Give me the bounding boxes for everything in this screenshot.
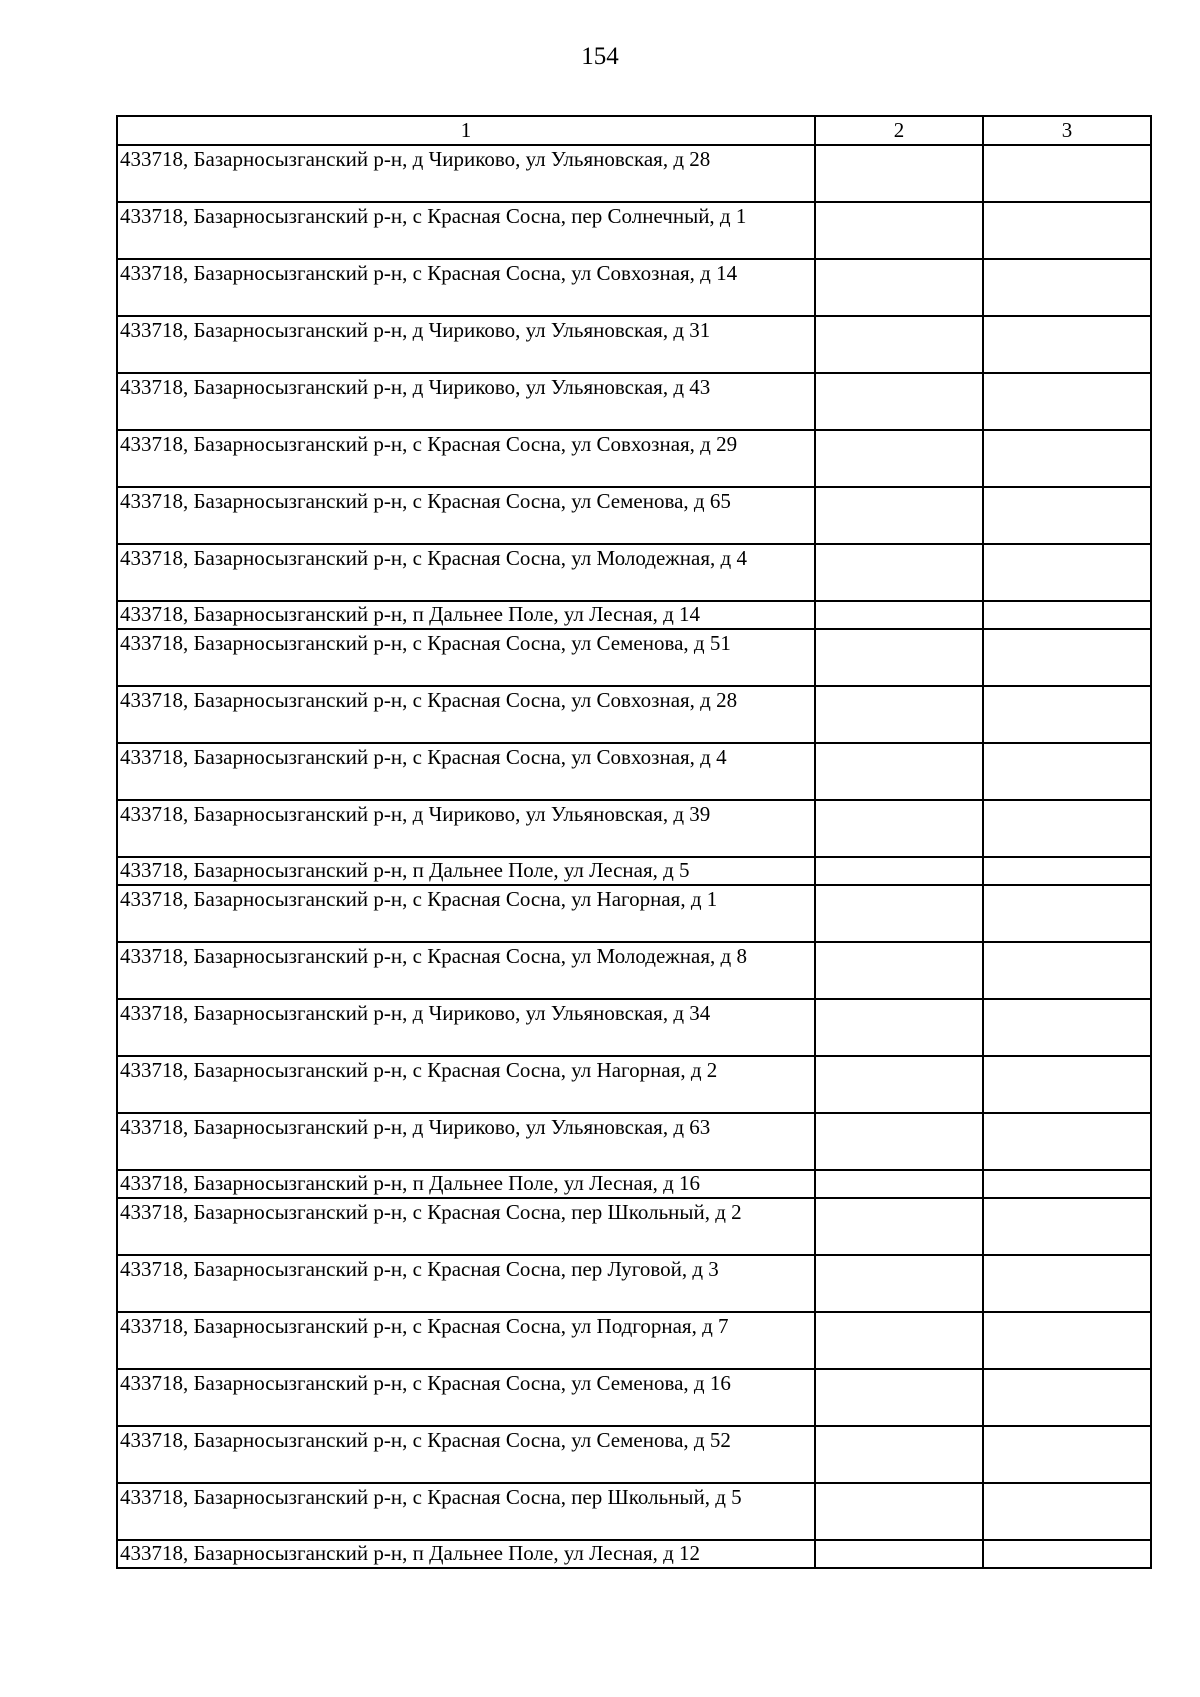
- address-cell: 433718, Базарносызганский р-н, с Красная Сосна, ул Нагорная, д 2: [117, 1056, 815, 1113]
- column-3-cell: [983, 800, 1151, 857]
- table-row: [117, 373, 1151, 430]
- table-row: [117, 487, 1151, 544]
- address-cell: 433718, Базарносызганский р-н, д Чириково, ул Ульяновская, д 28: [117, 145, 815, 202]
- column-3-cell: [983, 743, 1151, 800]
- column-header-2: 2: [815, 116, 983, 145]
- table-row: [117, 1170, 1151, 1198]
- address-cell: 433718, Базарносызганский р-н, с Красная Сосна, ул Семенова, д 65: [117, 487, 815, 544]
- address-cell: 433718, Базарносызганский р-н, п Дальнее Поле, ул Лесная, д 12: [117, 1540, 815, 1568]
- column-2-cell: [815, 1312, 983, 1369]
- column-2-cell: [815, 1483, 983, 1540]
- column-3-cell: [983, 1540, 1151, 1568]
- column-2-cell: [815, 1369, 983, 1426]
- table-row: [117, 629, 1151, 686]
- column-2-cell: [815, 885, 983, 942]
- address-cell: 433718, Базарносызганский р-н, д Чириково, ул Ульяновская, д 63: [117, 1113, 815, 1170]
- column-2-cell: [815, 999, 983, 1056]
- address-cell: 433718, Базарносызганский р-н, с Красная Сосна, ул Молодежная, д 4: [117, 544, 815, 601]
- address-cell: 433718, Базарносызганский р-н, с Красная Сосна, ул Семенова, д 51: [117, 629, 815, 686]
- address-cell: 433718, Базарносызганский р-н, с Красная Сосна, пер Луговой, д 3: [117, 1255, 815, 1312]
- address-table: [116, 115, 1152, 1569]
- column-2-cell: [815, 800, 983, 857]
- column-2-cell: [815, 259, 983, 316]
- column-3-cell: [983, 999, 1151, 1056]
- column-3-cell: [983, 885, 1151, 942]
- table-row: [117, 942, 1151, 999]
- column-3-cell: [983, 1113, 1151, 1170]
- column-3-cell: [983, 259, 1151, 316]
- address-cell: 433718, Базарносызганский р-н, д Чириково, ул Ульяновская, д 43: [117, 373, 815, 430]
- column-2-cell: [815, 373, 983, 430]
- address-cell: 433718, Базарносызганский р-н, п Дальнее Поле, ул Лесная, д 14: [117, 601, 815, 629]
- column-2-cell: [815, 487, 983, 544]
- table-row: [117, 145, 1151, 202]
- address-cell: 433718, Базарносызганский р-н, с Красная Сосна, пер Солнечный, д 1: [117, 202, 815, 259]
- table-row: [117, 743, 1151, 800]
- table-row: [117, 430, 1151, 487]
- column-2-cell: [815, 1170, 983, 1198]
- table-row: [117, 1312, 1151, 1369]
- table-row: [117, 1540, 1151, 1568]
- column-2-cell: [815, 544, 983, 601]
- column-3-cell: [983, 629, 1151, 686]
- column-header-3: 3: [983, 116, 1151, 145]
- column-3-cell: [983, 601, 1151, 629]
- address-cell: 433718, Базарносызганский р-н, с Красная Сосна, пер Школьный, д 5: [117, 1483, 815, 1540]
- address-cell: 433718, Базарносызганский р-н, д Чириково, ул Ульяновская, д 39: [117, 800, 815, 857]
- address-cell: 433718, Базарносызганский р-н, с Красная Сосна, ул Нагорная, д 1: [117, 885, 815, 942]
- table-header-row: [117, 116, 1151, 145]
- table-row: [117, 544, 1151, 601]
- column-2-cell: [815, 686, 983, 743]
- address-cell: 433718, Базарносызганский р-н, с Красная Сосна, пер Школьный, д 2: [117, 1198, 815, 1255]
- address-cell: 433718, Базарносызганский р-н, п Дальнее Поле, ул Лесная, д 16: [117, 1170, 815, 1198]
- address-cell: 433718, Базарносызганский р-н, с Красная Сосна, ул Семенова, д 16: [117, 1369, 815, 1426]
- column-3-cell: [983, 1312, 1151, 1369]
- table-row: [117, 686, 1151, 743]
- table-row: [117, 1056, 1151, 1113]
- column-3-cell: [983, 686, 1151, 743]
- table-row: [117, 857, 1151, 885]
- table-row: [117, 1483, 1151, 1540]
- table-row: [117, 1198, 1151, 1255]
- table-row: [117, 601, 1151, 629]
- table-row: [117, 1369, 1151, 1426]
- column-2-cell: [815, 430, 983, 487]
- table-row: [117, 800, 1151, 857]
- address-cell: 433718, Базарносызганский р-н, д Чириково, ул Ульяновская, д 34: [117, 999, 815, 1056]
- column-2-cell: [815, 857, 983, 885]
- table-row: [117, 259, 1151, 316]
- table-row: [117, 885, 1151, 942]
- column-2-cell: [815, 743, 983, 800]
- address-cell: 433718, Базарносызганский р-н, с Красная Сосна, ул Совхозная, д 29: [117, 430, 815, 487]
- column-2-cell: [815, 316, 983, 373]
- column-2-cell: [815, 1198, 983, 1255]
- address-cell: 433718, Базарносызганский р-н, с Красная Сосна, ул Семенова, д 52: [117, 1426, 815, 1483]
- address-cell: 433718, Базарносызганский р-н, с Красная Сосна, ул Молодежная, д 8: [117, 942, 815, 999]
- column-header-1: 1: [117, 116, 815, 145]
- column-3-cell: [983, 316, 1151, 373]
- column-3-cell: [983, 857, 1151, 885]
- column-3-cell: [983, 1426, 1151, 1483]
- column-2-cell: [815, 1540, 983, 1568]
- column-3-cell: [983, 145, 1151, 202]
- address-cell: 433718, Базарносызганский р-н, п Дальнее Поле, ул Лесная, д 5: [117, 857, 815, 885]
- address-cell: 433718, Базарносызганский р-н, с Красная Сосна, ул Совхозная, д 4: [117, 743, 815, 800]
- column-2-cell: [815, 942, 983, 999]
- address-cell: 433718, Базарносызганский р-н, с Красная Сосна, ул Совхозная, д 28: [117, 686, 815, 743]
- address-cell: 433718, Базарносызганский р-н, с Красная Сосна, ул Подгорная, д 7: [117, 1312, 815, 1369]
- column-3-cell: [983, 1170, 1151, 1198]
- page-number: 154: [581, 43, 619, 70]
- column-3-cell: [983, 487, 1151, 544]
- address-cell: 433718, Базарносызганский р-н, д Чириково, ул Ульяновская, д 31: [117, 316, 815, 373]
- column-2-cell: [815, 202, 983, 259]
- column-3-cell: [983, 202, 1151, 259]
- column-3-cell: [983, 942, 1151, 999]
- column-3-cell: [983, 1255, 1151, 1312]
- column-3-cell: [983, 1056, 1151, 1113]
- column-2-cell: [815, 629, 983, 686]
- column-2-cell: [815, 1056, 983, 1113]
- column-3-cell: [983, 1198, 1151, 1255]
- table-row: [117, 999, 1151, 1056]
- table-row: [117, 202, 1151, 259]
- table-row: [117, 1113, 1151, 1170]
- column-2-cell: [815, 145, 983, 202]
- column-3-cell: [983, 544, 1151, 601]
- address-cell: 433718, Базарносызганский р-н, с Красная Сосна, ул Совхозная, д 14: [117, 259, 815, 316]
- column-3-cell: [983, 1369, 1151, 1426]
- column-2-cell: [815, 601, 983, 629]
- column-3-cell: [983, 430, 1151, 487]
- table-row: [117, 316, 1151, 373]
- table-row: [117, 1426, 1151, 1483]
- table-row: [117, 1255, 1151, 1312]
- column-3-cell: [983, 373, 1151, 430]
- column-2-cell: [815, 1255, 983, 1312]
- column-2-cell: [815, 1426, 983, 1483]
- column-3-cell: [983, 1483, 1151, 1540]
- column-2-cell: [815, 1113, 983, 1170]
